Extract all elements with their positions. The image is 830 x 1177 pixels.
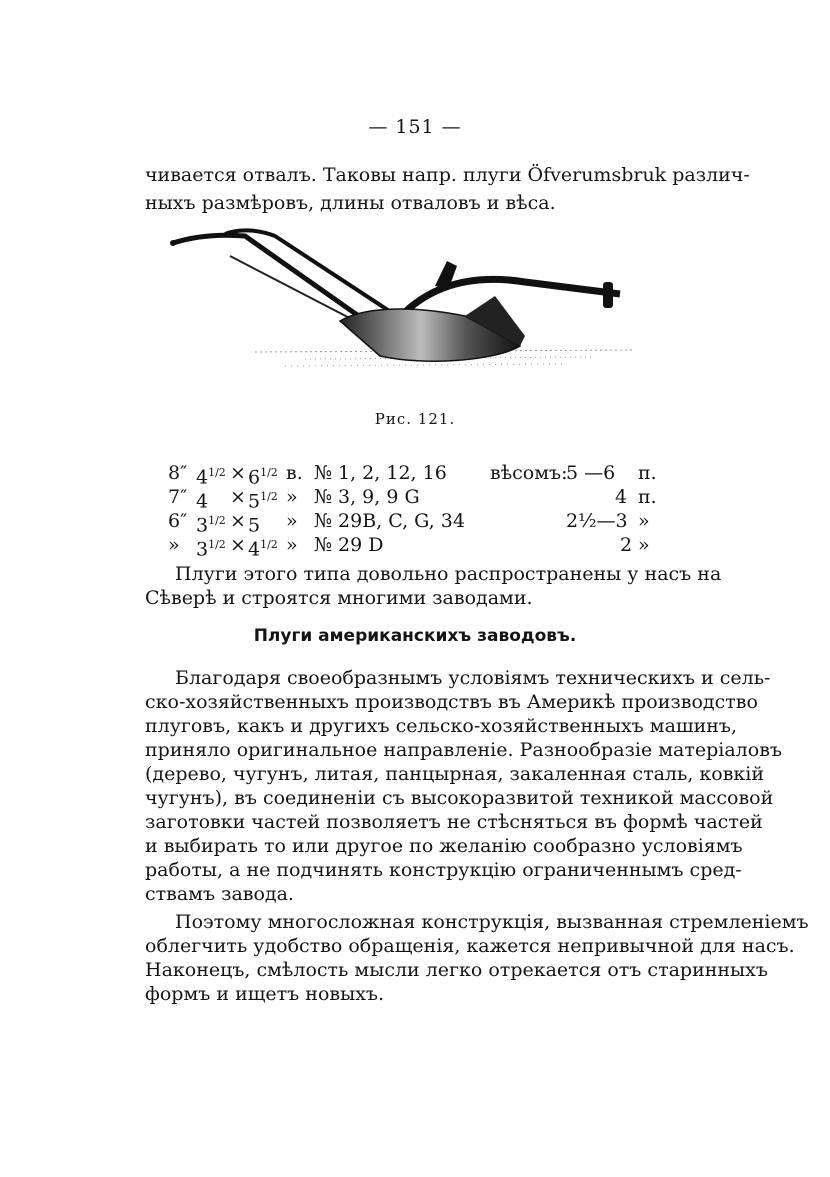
times: ×: [230, 510, 246, 532]
intro-line-2: ныхъ размѣровъ, длины отваловъ и вѣса.: [145, 192, 556, 214]
weight-label: вѣсомъ:: [490, 462, 568, 484]
models: № 3, 9, 9 G: [314, 486, 420, 508]
para2-line: облегчить удобство обращенія, кажется непривычной для насъ.: [145, 935, 795, 957]
weight: 4: [615, 486, 628, 508]
times: ×: [230, 462, 246, 484]
depth: 7″: [168, 486, 188, 508]
size-1: $3^{1/2}$: [196, 538, 226, 561]
after-table-line-2: Сѣверѣ и строятся многими заводами.: [145, 587, 533, 609]
para1-line: заготовки частей позволяетъ не стѣсняться въ формѣ частей: [145, 811, 763, 833]
weight: 2: [620, 534, 633, 556]
para1-line: и выбирать то или другое по желанію сообразно условіямъ: [145, 835, 743, 857]
depth: »: [168, 534, 180, 556]
models: № 1, 2, 12, 16: [314, 462, 447, 484]
times: ×: [230, 534, 246, 556]
size-2: $5^{1/2}$: [248, 490, 278, 513]
weight: 2½—3: [566, 510, 628, 532]
para1-line: ствамъ завода.: [145, 883, 294, 905]
size-1: 4: [196, 490, 209, 513]
depth: 6″: [168, 510, 188, 532]
plough-illustration: [165, 226, 645, 396]
depth: 8″: [168, 462, 188, 484]
para1-line: Благодаря своеобразнымъ условіямъ техническихъ и сель-: [175, 667, 771, 689]
intro-line-1: чивается отвалъ. Таковы напр. плуги Öfverumsbruk различ-: [145, 164, 750, 186]
para1-line: чугунъ), въ соединеніи съ высокоразвитой техникой массовой: [145, 787, 774, 809]
unit: »: [286, 510, 298, 532]
section-heading: Плуги американскихъ заводовъ.: [253, 626, 577, 646]
page-number: — 151 —: [368, 116, 462, 138]
para1-line: (дерево, чугунъ, литая, панцырная, закаленная сталь, ковкій: [145, 763, 765, 785]
figure-caption: Рис. 121.: [374, 410, 456, 428]
size-2: 5: [248, 514, 261, 537]
para1-line: приняло оригинальное направленіе. Разнообразіе матеріаловъ: [145, 739, 782, 761]
weight-unit: »: [638, 534, 650, 556]
models: № 29B, C, G, 34: [314, 510, 465, 532]
para2-line: Наконецъ, смѣлость мысли легко отрекается отъ старинныхъ: [145, 959, 768, 981]
weight-unit: п.: [638, 486, 657, 508]
unit: в.: [286, 462, 303, 484]
models: № 29 D: [314, 534, 384, 556]
para2-line: Поэтому многосложная конструкція, вызванная стремленіемъ: [175, 911, 809, 933]
para2-line: формъ и ищетъ новыхъ.: [145, 983, 385, 1005]
weight: 5 —6: [566, 462, 616, 484]
unit: »: [286, 534, 298, 556]
weight-unit: п.: [638, 462, 657, 484]
size-1: $4^{1/2}$: [196, 466, 226, 489]
para1-line: плуговъ, какъ и другихъ сельско-хозяйственныхъ машинъ,: [145, 715, 738, 737]
after-table-line-1: Плуги этого типа довольно распространены у насъ на: [175, 563, 722, 585]
para1-line: ско-хозяйственныхъ производствъ въ Америкѣ производство: [145, 691, 758, 713]
weight-unit: »: [638, 510, 650, 532]
para1-line: работы, а не подчинять конструкцію ограниченнымъ сред-: [145, 859, 742, 881]
size-2: $4^{1/2}$: [248, 538, 278, 561]
size-1: $3^{1/2}$: [196, 514, 226, 537]
times: ×: [230, 486, 246, 508]
size-2: $6^{1/2}$: [248, 466, 278, 489]
unit: »: [286, 486, 298, 508]
